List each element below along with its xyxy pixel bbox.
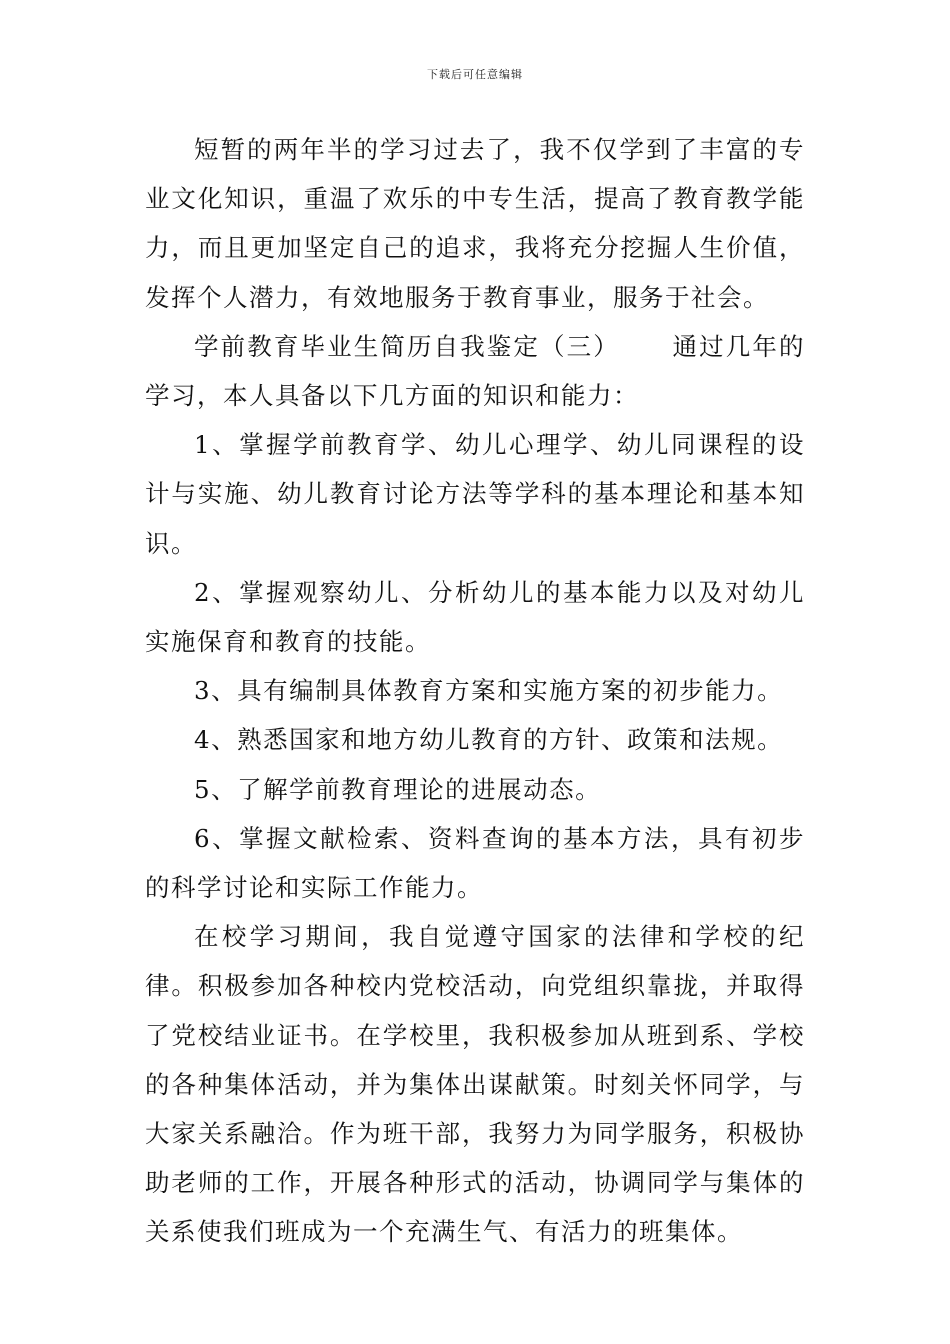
paragraph-section-heading <box>145 322 805 420</box>
header-note: 下载后可任意编辑 <box>427 68 523 81</box>
paragraph-summary: 短暂的两年半的学习过去了，我不仅学到了丰富的专业文化知识，重温了欢乐的中专生活，提高了教育教学能力，而且更加坚定自己的追求，我将充分挖掘人生价值，发挥个人潜力，有效地服务于教育事业，服务于社会。 <box>145 135 805 312</box>
list-item-4: 4、熟悉国家和地方幼儿教育的方针、政策和法规。 <box>194 725 784 755</box>
section-title: 学前教育毕业生简历自我鉴定（三） <box>194 331 620 361</box>
list-item-2: 2、掌握观察幼儿、分析幼儿的基本能力以及对幼儿实施保育和教育的技能。 <box>145 577 805 657</box>
section-intro: 通过几年的学习，本人具备以下几方面的知识和能力： <box>145 331 806 411</box>
list-item-1: 1、掌握学前教育学、幼儿心理学、幼儿同课程的设计与实施、幼儿教育讨论方法等学科的基本理论和基本知识。 <box>145 430 805 558</box>
list-item-5: 5、了解学前教育理论的进展动态。 <box>194 774 602 804</box>
paragraph-school-life: 在校学习期间，我自觉遵守国家的法律和学校的纪律。积极参加各种校内党校活动，向党组织靠拢，并取得了党校结业证书。在学校里，我积极参加从班到系、学校的各种集体活动，并为集体出谋献策。时刻关怀同学，与大家关系融洽。作为班干部，我努力为同学服务，积极协助老师的工作，开展各种形式的活动，协调同学与集体的关系使我们班成为一个充满生气、有活力的班集体。 <box>145 922 805 1247</box>
list-item-3: 3、具有编制具体教育方案和实施方案的初步能力。 <box>194 676 784 706</box>
document-body <box>145 125 805 1257</box>
list-item-6: 6、掌握文献检索、资料查询的基本方法，具有初步的科学讨论和实际工作能力。 <box>145 823 805 903</box>
